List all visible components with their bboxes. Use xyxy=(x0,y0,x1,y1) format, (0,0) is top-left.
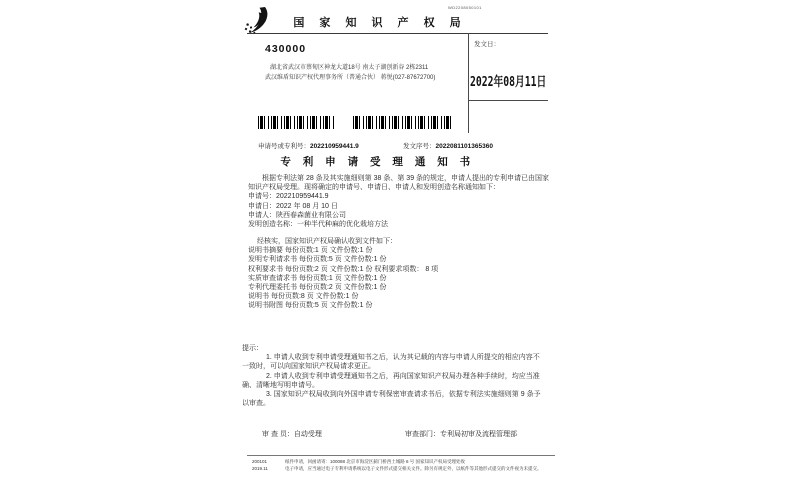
confirm-line: 经核实，国家知识产权局确认收到文件如下： xyxy=(257,238,397,245)
document-code: WD2208050101 xyxy=(448,5,482,10)
note-item: 2. 申请人收到专利申请受理通知书之后，再向国家知识产权局办理各种手续时，均应当准确、清晰地写明申请号。 xyxy=(242,372,540,389)
notice-body xyxy=(248,174,555,229)
dispatch-date-value: 2022年08月11日 xyxy=(470,75,547,90)
note-item: 1. 申请人收到专利申请受理通知书之后，认为其记载的内容与申请人所提交的相应内容不一致时，可以向国家知识产权局请求更正。 xyxy=(242,354,540,371)
barcode-application-icon xyxy=(258,116,335,129)
dispatch-date-label: 发文日： xyxy=(474,41,500,48)
notice-intro: 根据专利法第 28 条及其实施细则第 38 条、第 39 条的规定，申请人提出的专利申请已由国家知识产权局受理。现将确定的申请号、申请日、申请人和发明创造名称通知如下： xyxy=(248,175,550,192)
footer-text: 电子申请，应当通过电子专利申请系统以电子文件形式提交相关文件。除另有规定外，以纸件等其他形式提交的文件视为未提交。 xyxy=(285,466,542,471)
examiner-row xyxy=(262,429,322,439)
department-label: 审查部门： xyxy=(405,431,440,438)
application-number-label: 申请号或专利号： xyxy=(258,143,310,150)
agency-title: 国 家 知 识 产 权 局 xyxy=(293,17,467,29)
document-line: 专利代理委托书 每份页数:2 页 文件份数:1 份 xyxy=(248,284,387,292)
examiner-label: 审 查 员： xyxy=(262,431,294,438)
department-value: 专利局初审及流程管理部 xyxy=(440,431,517,438)
serial-number-value: 2022081101365360 xyxy=(435,143,493,150)
header-rule xyxy=(247,33,548,34)
recipient-address-line2: 武汉维盾知识产权代理事务所（普通合伙） 蒋悦(027-87672700) xyxy=(265,75,436,81)
serial-number-row xyxy=(403,141,493,150)
dispatch-box-divider xyxy=(468,33,469,133)
field-application-number: 申请号：202210959441.9 xyxy=(248,193,329,201)
note-item: 3. 国家知识产权局收到向外国申请专利保密审查请求书后，依据专利法实施细则第 9 条予以审查。 xyxy=(242,391,541,408)
received-documents-section xyxy=(248,237,555,311)
dispatch-box-rule xyxy=(468,100,548,101)
notes-label: 提示： xyxy=(242,345,263,352)
notes-section xyxy=(242,344,544,408)
recipient-postcode: 430000 xyxy=(265,43,307,55)
barcode-serial-icon xyxy=(353,116,453,129)
department-row xyxy=(405,429,517,439)
field-applicant: 申请人：陕西春森菌业有限公司 xyxy=(248,211,346,219)
footer-notes xyxy=(252,459,557,472)
footer-text: 纸件申请，回函请寄：100088 北京市海淀区蓟门桥西土城路 6 号 国家知识产权局受理处收 xyxy=(285,459,466,464)
serial-number-label: 发文序号： xyxy=(403,143,436,150)
footer-code: 2019.11 xyxy=(252,466,268,471)
document-line: 权利要求书 每份页数:2 页 文件份数:1 份 权利要求项数： 8 项 xyxy=(248,265,439,273)
examiner-value: 自动受理 xyxy=(293,431,322,438)
notice-title: 专 利 申 请 受 理 通 知 书 xyxy=(280,156,475,168)
document-line: 说明书摘要 每份页数:1 页 文件份数:1 份 xyxy=(248,247,373,255)
document-line: 说明书附图 每份页数:5 页 文件份数:1 份 xyxy=(248,302,373,310)
footer-code: 200101 xyxy=(252,459,268,464)
application-number-value: 202210959441.9 xyxy=(310,143,359,150)
recipient-address-line1: 湖北省武汉市蔡甸区神龙大道18号 南太子湖创新谷 2栋2311 xyxy=(270,65,429,71)
field-application-date: 申请日：2022 年 08 月 10 日 xyxy=(248,202,338,210)
field-invention-title: 发明创造名称：一种半代种麻的优化栽培方法 xyxy=(248,221,388,229)
footer-rule xyxy=(247,455,555,456)
application-number-row xyxy=(258,141,359,150)
document-line: 说明书 每份页数:8 页 文件份数:1 份 xyxy=(248,293,359,301)
document-line: 实质审查请求书 每份页数:1 页 文件份数:1 份 xyxy=(248,274,387,282)
document-line: 发明专利请求书 每份页数:5 页 文件份数:1 份 xyxy=(248,256,387,264)
patent-notice-document xyxy=(200,0,600,500)
